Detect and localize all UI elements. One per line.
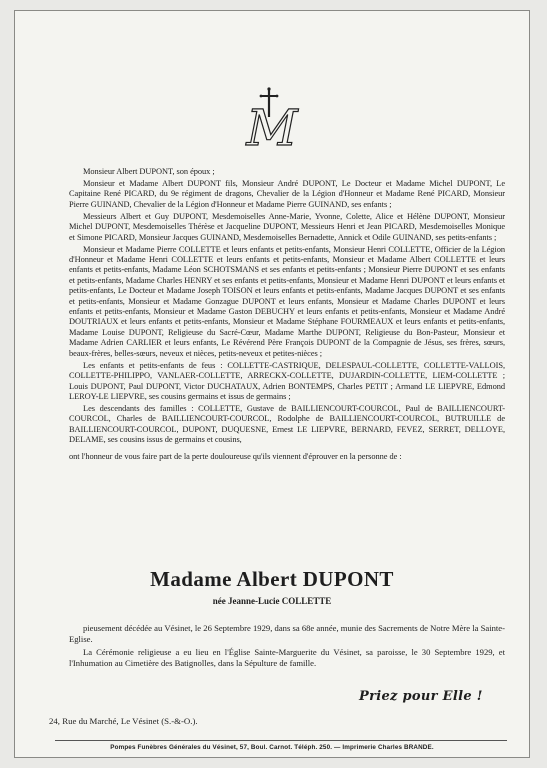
footer-divider [55,740,507,741]
family-list [69,167,505,464]
cross-icon [217,83,327,153]
cross-monogram [15,83,529,153]
ceremony-paragraph: La Cérémonie religieuse a eu lieu en l'Église Sainte-Marguerite du Vésinet, sa paroisse, le 30 Septembre 1929, et l'Inhumation au Cimetière des Batignolles, dans la Sépulture de famille. [69,647,505,668]
deceased-name: Madame Albert DUPONT [150,567,394,591]
paragraph-announcement: ont l'honneur de vous faire part de la perte douloureuse qu'ils viennent d'éprouver en la personne de : [69,452,402,462]
paragraph-grandchildren: Messieurs Albert et Guy DUPONT, Mesdemoiselles Anne-Marie, Yvonne, Colette, Alice et Hélène DUPONT, Monsieur Michel DUPONT, Mesdemoiselles Thérèse et Jacqueline DUPONT, Messieurs Henri et Jean PICARD, Mesdemoiselles Monique et Simone PICARD, Monsieur Jacques GUINAND, Mesdemoiselles Bernadette, Annick et Odile GUINAND, ses petits-enfants ; [69,211,505,242]
paragraph-children: Monsieur et Madame Albert DUPONT fils, Monsieur André DUPONT, Le Docteur et Madame Michel DUPONT, Le Capitaine René PICARD, du 9e régiment de dragons, Chevalier de la Légion d'Honneur et Madame René PICARD, Monsieur Pierre GUINAND, Chevalier de la Légion d'Honneur et Madame Pierre GUINAND, ses enfants ; [69,179,505,209]
paragraph-cousins: Les enfants et petits-enfants de feus : COLLETTE-CASTRIQUE, DELESPAUL-COLLETTE, COLLETTE-VALLOIS, COLLETTE-PHILIPPO, VANLAER-COLLETTE, ARRECKX-COLLETTE, DUJARDIN-COLLETTE, LIEM-COLLETTE ; Louis DUPONT, Paul DUPONT, Victor DUCHATAUX, Adrien BONTEMPS, Charles PETIT ; Armand LE LIEPVRE, Edmond LEROY-LE LIEPVRE, ses cousins germains et issus de germains ; [69,360,505,401]
funeral-notice-sheet [14,10,530,758]
death-date-paragraph: pieusement décédée au Vésinet, le 26 Septembre 1929, dans sa 68e année, munie des Sacrements de Notre Mère la Sainte-Eglise. [69,623,505,644]
paragraph-spouse: Monsieur Albert DUPONT, son époux ; [83,167,215,176]
address-line: 24, Rue du Marché, Le Vésinet (S.-&-O.). [49,716,198,726]
paragraph-siblings: Monsieur et Madame Pierre COLLETTE et leurs enfants et petits-enfants, Monsieur Henri COLLETTE, Officier de la Légion d'Honneur et Madame Henri COLLETTE et leurs enfants et petits-enfants, Monsieur et Madame Albert COLLETTE et leurs enfants et petits-enfants, Madame Léon SCHOTSMANS et ses enfants et petits-enfants ; Monsieur Pierre DUPONT et ses enfants et petits-enfants, Madame Charles HENRY et ses enfants et petits-enfants, Monsieur et Madame Henri DUPONT et leurs enfants et petits-enfants, Le Docteur et Madame Joseph TOISON et leurs enfants et petits-enfants, Madame Jacques DUPONT et ses enfants et petits-enfants, Monsieur et Madame Gonzague DUPONT et leurs enfants, Monsieur et Madame Charles DUPONT et leurs enfants et petits-enfants, Monsieur et Madame Gaston DEBUCHY et leurs enfants et petits-enfants, Monsieur et Madame André DOUTRIAUX et leurs enfants et petits-enfants, Monsieur et Madame Stéphane FOURMEAUX et leurs enfants et petits-enfants, Madame Louise DUPONT, Religieuse du Sacré-Cœur, Madame Marthe DUPONT, Religieuse du Bon-Pasteur, Monsieur et Madame Adrien CARLIER et leurs enfants, Le Révérend Père François DUPONT de la Compagnie de Jésus, ses frères, sœurs, beaux-frères, belles-sœurs, neveux et nièces, petits-neveux et petites-nièces ; [69,244,505,358]
paragraph-descendants: Les descendants des familles : COLLETTE, Gustave de BAILLIENCOURT-COURCOL, Paul de BAILLIENCOURT-COURCOL, Charles de BAILLIENCOURT-COURCOL, Rodolphe de BAILLIENCOURT-COURCOL, BUTRUILLE de BAILLIENCOURT-COURCOL, DUPONT, DUQUESNE, Ernest LE LIEPVRE, BERNARD, FEVEZ, SERRET, DELLOYE, DELAME, ses cousins issus de germains et cousins, [69,403,505,445]
monogram-letter: M [246,99,298,153]
prayer-line: Priez pour Elle ! [359,689,483,704]
maiden-name: née Jeanne-Lucie COLLETTE [212,596,332,606]
printer-footer: Pompes Funèbres Générales du Vésinet, 57, Boul. Carnot. Téléph. 250. — Imprimerie Charles BRANDE. [110,744,434,751]
death-details [69,623,505,671]
